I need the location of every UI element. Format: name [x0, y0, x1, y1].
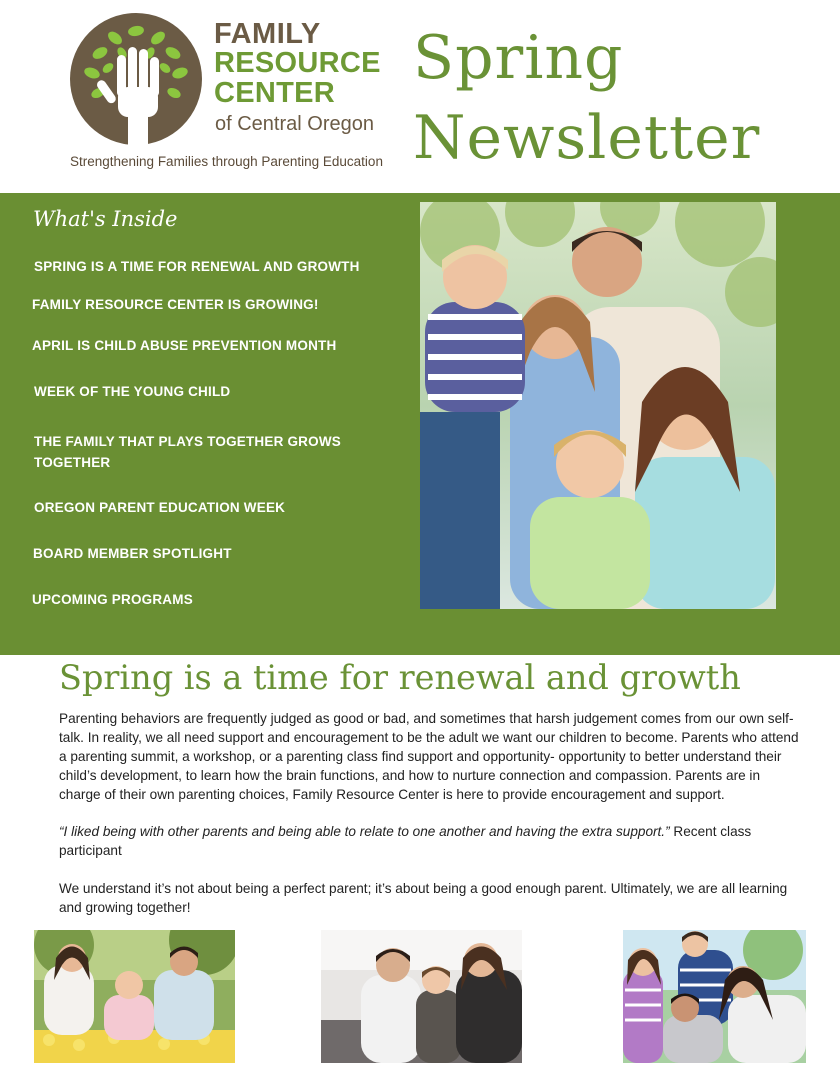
hand-tree-logo-icon — [70, 13, 202, 145]
toc-item-child-abuse-prevention[interactable]: APRIL IS CHILD ABUSE PREVENTION MONTH — [32, 338, 337, 353]
whats-inside-heading: What's Inside — [33, 207, 178, 231]
logo-text-resource: RESOURCE — [214, 47, 381, 79]
toc-item-frc-growing[interactable]: FAMILY RESOURCE CENTER IS GROWING! — [32, 297, 319, 312]
toc-item-board-member-spotlight[interactable]: BOARD MEMBER SPOTLIGHT — [33, 546, 232, 561]
newsletter-title-line2: Newsletter — [413, 103, 761, 173]
testimonial-quote: “I liked being with other parents and being able to relate to one another and having the extra support.” — [59, 824, 670, 839]
family-park-photo — [34, 930, 235, 1063]
family-outdoors-photo — [623, 930, 806, 1063]
toc-item-spring-renewal[interactable]: SPRING IS A TIME FOR RENEWAL AND GROWTH — [34, 259, 360, 274]
logo-tagline: Strengthening Families through Parenting Education — [70, 154, 383, 169]
header — [0, 0, 840, 193]
whats-inside-section — [0, 193, 840, 655]
article-title: Spring is a time for renewal and growth — [59, 658, 741, 697]
article-paragraph-1: Parenting behaviors are frequently judged as good or bad, and sometimes that harsh judgement comes from our own self-talk. In reality, we all need support and encouragement to be the adult we want our children to become. Parents who attend a parenting summit, a workshop, or a parenting class find support and opportunity- opportunity to better understand their child’s development, to learn how the brain functions, and how to nurture connection and compassion. Parents are in charge of their own parenting choices, Family Resource Center is here to provide encouragement and support. — [59, 711, 799, 802]
newsletter-title-line1: Spring — [413, 23, 624, 93]
testimonial-paragraph — [59, 822, 799, 860]
toc-item-parent-education-week[interactable]: OREGON PARENT EDUCATION WEEK — [34, 500, 286, 515]
article-paragraph-3: We understand it’s not about being a perfect parent; it’s about being a good enough parent. Ultimately, we are all learning and growing together! — [59, 881, 788, 915]
family-hero-photo — [420, 202, 776, 609]
testimonial-attribution: Recent class participant — [59, 824, 752, 858]
toc-item-week-young-child[interactable]: WEEK OF THE YOUNG CHILD — [34, 384, 231, 399]
logo-text-location: of Central Oregon — [215, 113, 374, 135]
toc-item-upcoming-programs[interactable]: UPCOMING PROGRAMS — [32, 592, 193, 607]
family-couch-photo — [321, 930, 522, 1063]
logo-text-center: CENTER — [214, 77, 336, 109]
logo-text-family: FAMILY — [214, 18, 321, 50]
toc-item-family-plays-together[interactable]: THE FAMILY THAT PLAYS TOGETHER GROWS TOGETHER — [34, 434, 341, 470]
